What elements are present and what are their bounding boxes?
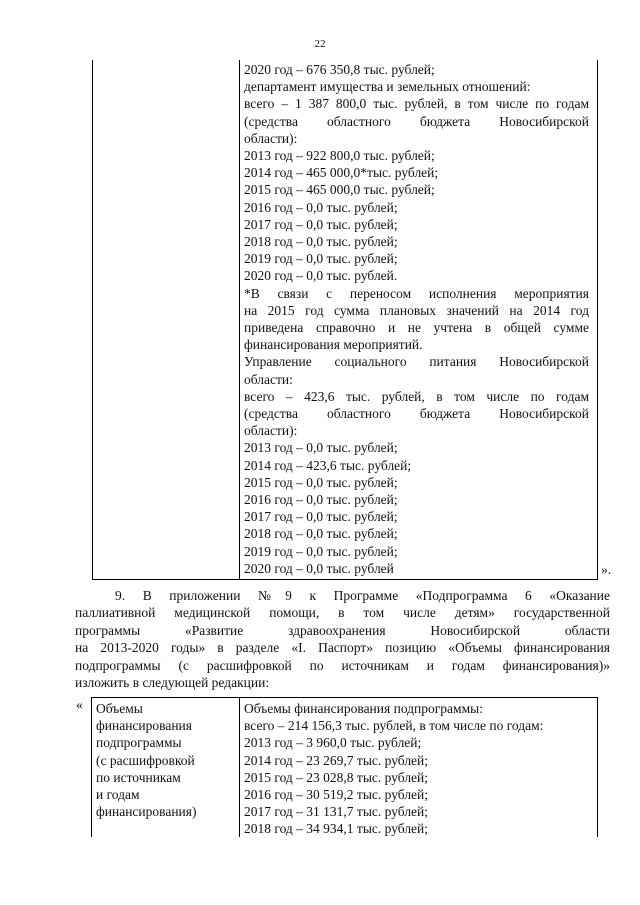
management-year-line: 2019 год – 0,0 тыс. рублей;	[244, 543, 398, 559]
footnote-end: финансирования мероприятий.	[244, 337, 423, 353]
management-year-line: 2016 год – 0,0 тыс. рублей;	[244, 492, 398, 508]
department-year-line: 2019 год – 0,0 тыс. рублей;	[244, 251, 398, 267]
department-total-line: всего – 1 387 800,0 тыс. рублей, в том числе по годам	[244, 96, 589, 112]
department-total-end: области):	[244, 130, 298, 146]
footnote-line: приведена справочно и не учтена в общей сумме	[244, 320, 589, 336]
management-year-line: 2018 год – 0,0 тыс. рублей;	[244, 526, 398, 542]
management-total-line: (средства областного бюджета Новосибирской	[244, 406, 589, 422]
label-line: и годам	[96, 787, 140, 803]
label-line: по источникам	[96, 769, 181, 785]
management-year-line: 2015 год – 0,0 тыс. рублей;	[244, 474, 398, 490]
paragraph-line: программы «Развитие здравоохранения Новосибирской области	[75, 622, 610, 638]
management-total-end: области):	[244, 423, 298, 439]
label-line: Объемы	[96, 701, 143, 716]
paragraph-line: 9. В приложении №9 к Программе «Подпрограмма 6 «Оказание	[115, 588, 610, 603]
amendment-paragraph	[75, 587, 610, 691]
column-divider	[239, 698, 240, 837]
continued-table	[92, 60, 598, 580]
department-heading: департамент имущества и земельных отношений:	[244, 79, 531, 95]
position-label-cell	[96, 700, 236, 820]
department-total-line: (средства областного бюджета Новосибирской	[244, 113, 589, 129]
funding-line: 2016 год – 30 519,2 тыс. рублей;	[244, 787, 429, 803]
label-line: (с расшифровкой	[96, 752, 195, 768]
funding-line: 2020 год – 676 350,8 тыс. рублей;	[244, 62, 435, 77]
management-year-line: 2020 год – 0,0 тыс. рублей	[244, 560, 394, 576]
funding-line: Объемы финансирования подпрограммы:	[244, 701, 483, 716]
paragraph-last-line: изложить в следующей редакции:	[75, 675, 270, 691]
closing-quote: ».	[601, 562, 612, 577]
funding-line: 2018 год – 34 934,1 тыс. рублей;	[244, 821, 429, 837]
management-area: области:	[244, 371, 293, 387]
paragraph-line: паллиативной медицинской помощи, в том числе детям» государственной	[75, 605, 610, 621]
funding-line: всего – 214 156,3 тыс. рублей, в том числе по годам:	[244, 718, 544, 734]
passport-table	[91, 697, 598, 837]
department-year-line: 2020 год – 0,0 тыс. рублей.	[244, 268, 398, 284]
department-year-line: 2018 год – 0,0 тыс. рублей;	[244, 234, 398, 250]
opening-quote: «	[76, 697, 83, 712]
department-year-line: 2013 год – 922 800,0 тыс. рублей;	[244, 148, 435, 164]
paragraph-line: на 2013-2020 годы» в разделе «I. Паспорт» позицию «Объемы финансирования	[75, 640, 610, 656]
management-year-line: 2014 год – 423,6 тыс. рублей;	[244, 457, 412, 473]
management-heading: Управление социального питания Новосибирской	[244, 354, 589, 370]
footnote-line: *В связи с переносом исполнения мероприятия	[244, 285, 589, 301]
label-line: финансирования	[96, 718, 192, 734]
funding-line: 2017 год – 31 131,7 тыс. рублей;	[244, 804, 429, 820]
funding-cell	[244, 61, 589, 577]
management-year-line: 2013 год – 0,0 тыс. рублей;	[244, 440, 398, 456]
paragraph-line: подпрограммы (с расшифровкой по источникам и годам финансирования)»	[75, 657, 610, 673]
funding-volume-cell	[244, 700, 589, 838]
page-number: 22	[314, 38, 326, 50]
department-year-line: 2014 год – 465 000,0*тыс. рублей;	[244, 165, 439, 181]
funding-line: 2014 год – 23 269,7 тыс. рублей;	[244, 752, 429, 768]
department-year-line: 2017 год – 0,0 тыс. рублей;	[244, 216, 398, 232]
column-divider	[239, 60, 240, 579]
funding-line: 2013 год – 3 960,0 тыс. рублей;	[244, 735, 422, 751]
department-year-line: 2016 год – 0,0 тыс. рублей;	[244, 199, 398, 215]
management-total-line: всего – 423,6 тыс. рублей, в том числе по годам	[244, 388, 589, 404]
label-line: финансирования)	[96, 804, 197, 820]
footnote-line: на 2015 год сумма плановых значений на 2014 год	[244, 302, 589, 318]
funding-line: 2015 год – 23 028,8 тыс. рублей;	[244, 769, 429, 785]
department-year-line: 2015 год – 465 000,0 тыс. рублей;	[244, 182, 435, 198]
management-year-line: 2017 год – 0,0 тыс. рублей;	[244, 509, 398, 525]
label-line: подпрограммы	[96, 735, 182, 751]
